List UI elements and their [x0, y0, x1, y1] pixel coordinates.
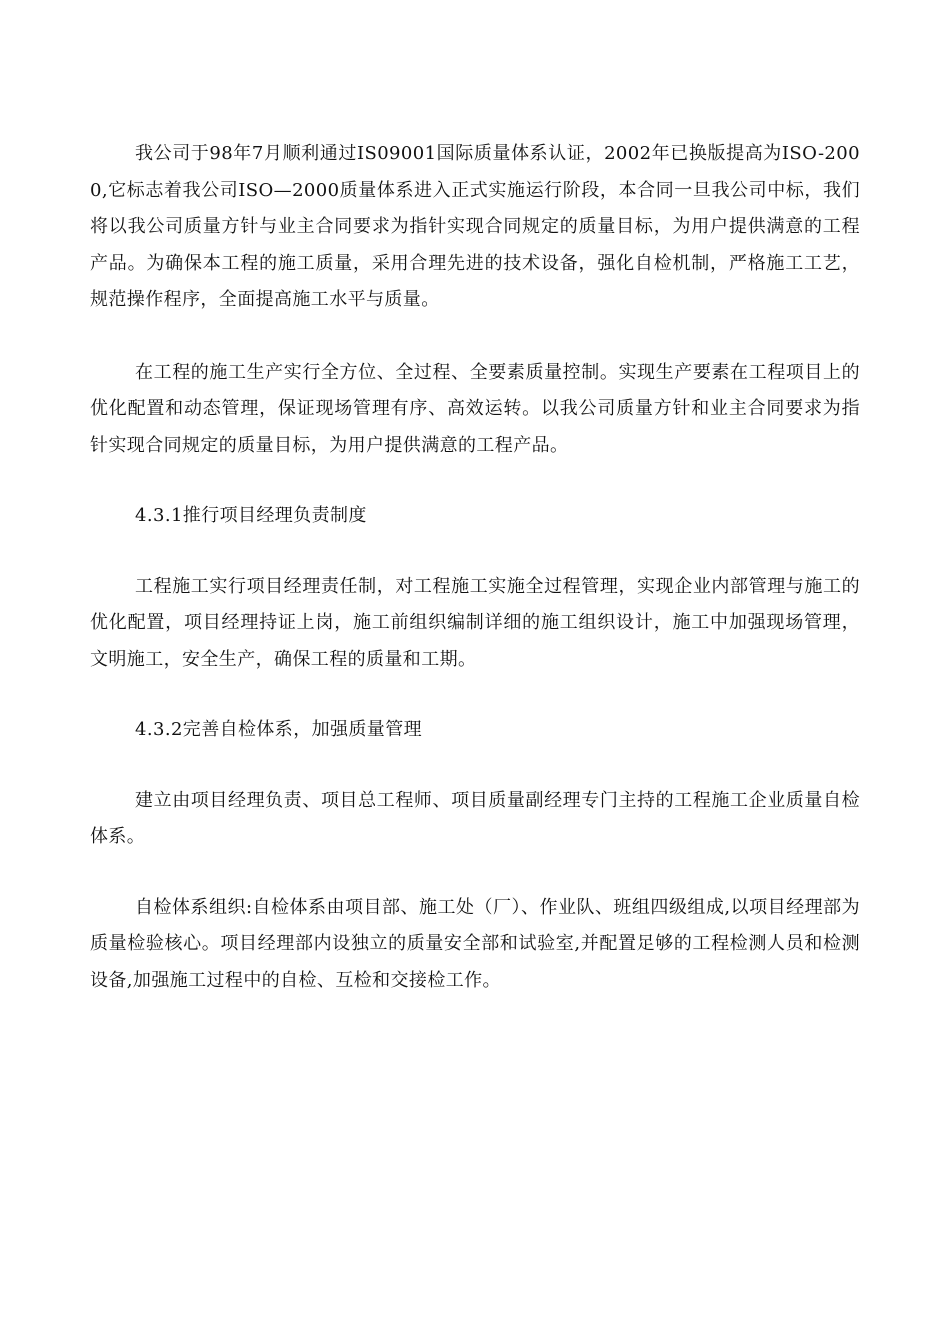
section-4-3-1-body: 工程施工实行项目经理责任制，对工程施工实施全过程管理，实现企业内部管理与施工的优化配置，项目经理持证上岗，施工前组织编制详细的施工组织设计，施工中加强现场管理，文明施工，安全生产，确保工程的质量和工期。	[90, 575, 860, 670]
document-page	[90, 136, 860, 999]
section-4-3-2-body-2: 自检体系组织:自检体系由项目部、施工处（厂）、作业队、班组四级组成,以项目经理部为质量检验核心。项目经理部内设独立的质量安全部和试验室,并配置足够的工程检测人员和检测设备,加强施工过程中的自检、互检和交接检工作。	[90, 896, 860, 991]
quality-control-paragraph: 在工程的施工生产实行全方位、全过程、全要素质量控制。实现生产要素在工程项目上的优化配置和动态管理，保证现场管理有序、高效运转。以我公司质量方针和业主合同要求为指针实现合同规定的质量目标，为用户提供满意的工程产品。	[90, 361, 860, 456]
section-4-3-1-heading: 4.3.1推行项目经理负责制度	[135, 505, 367, 526]
section-4-3-2-body-1: 建立由项目经理负责、项目总工程师、项目质量副经理专门主持的工程施工企业质量自检体系。	[90, 789, 860, 847]
intro-paragraph: 我公司于98年7月顺利通过IS09001国际质量体系认证，2002年已换版提高为ISO-2000,它标志着我公司ISO—2000质量体系进入正式实施运行阶段，本合同一旦我公司中标，我们将以我公司质量方针与业主合同要求为指针实现合同规定的质量目标，为用户提供满意的工程产品。为确保本工程的施工质量，采用合理先进的技术设备，强化自检机制，严格施工工艺，规范操作程序，全面提高施工水平与质量。	[90, 143, 860, 310]
section-4-3-2-heading: 4.3.2完善自检体系，加强质量管理	[135, 719, 422, 740]
